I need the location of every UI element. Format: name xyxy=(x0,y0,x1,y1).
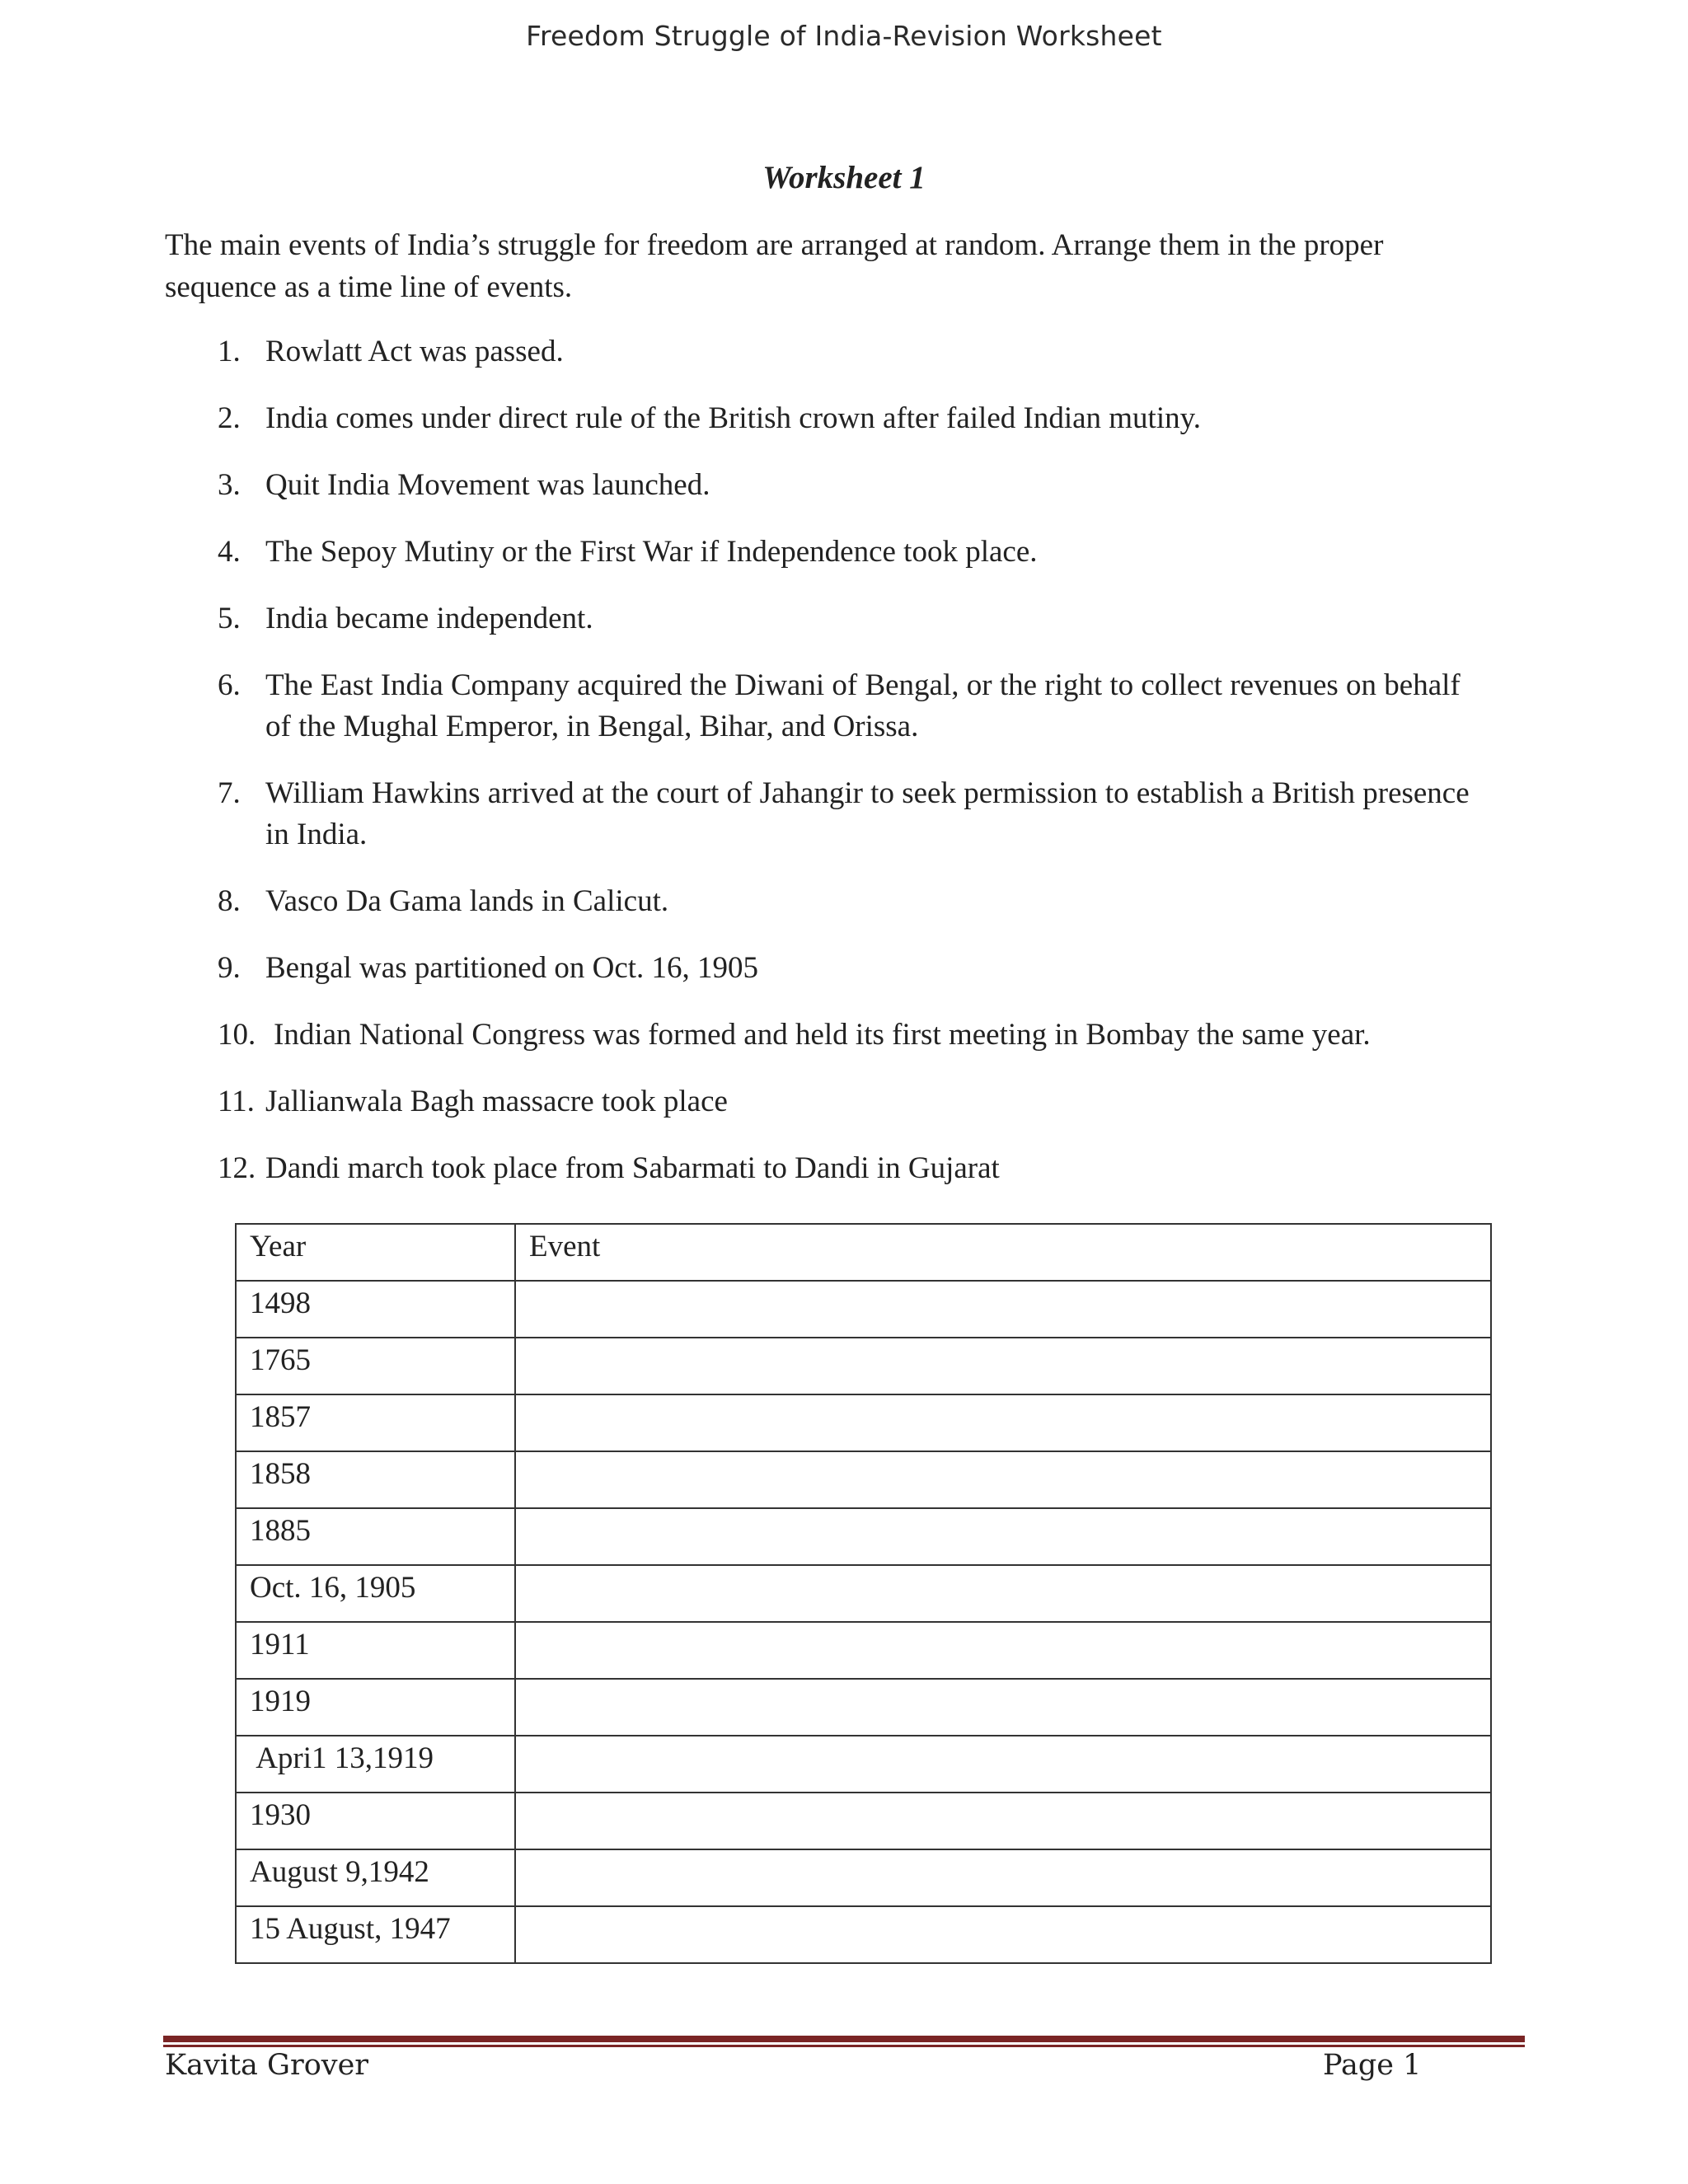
event-cell[interactable] xyxy=(515,1451,1491,1508)
list-item xyxy=(218,665,1470,748)
timeline-table xyxy=(235,1223,1492,1964)
list-item xyxy=(218,398,1470,439)
year-cell: August 9,1942 xyxy=(236,1849,515,1906)
year-cell: 1911 xyxy=(236,1622,515,1679)
list-item-number: 3. xyxy=(218,468,241,502)
page-header: Freedom Struggle of India-Revision Worksheet xyxy=(526,20,1162,52)
event-cell[interactable] xyxy=(515,1565,1491,1622)
list-item-number: 8. xyxy=(218,884,241,918)
list-item xyxy=(218,773,1470,855)
list-item xyxy=(218,465,1470,506)
list-item-text: William Hawkins arrived at the court of Jahangir to seek permission to establish a British presence in India. xyxy=(265,776,1470,851)
events-list xyxy=(218,331,1470,1215)
year-cell: 1857 xyxy=(236,1394,515,1451)
list-item-number: 7. xyxy=(218,776,241,810)
event-cell[interactable] xyxy=(515,1849,1491,1906)
footer-divider-thin xyxy=(163,2045,1525,2047)
table-row xyxy=(236,1849,1491,1906)
list-item-number: 1. xyxy=(218,335,241,368)
list-item-number: 11. xyxy=(218,1085,255,1118)
worksheet-title: Worksheet 1 xyxy=(762,160,926,195)
event-cell[interactable] xyxy=(515,1281,1491,1338)
list-item-text: The Sepoy Mutiny or the First War if Independence took place. xyxy=(265,535,1038,569)
list-item-number: 2. xyxy=(218,401,241,435)
list-item xyxy=(218,532,1470,573)
event-cell[interactable] xyxy=(515,1508,1491,1565)
list-item-number: 5. xyxy=(218,602,241,635)
event-cell[interactable] xyxy=(515,1394,1491,1451)
list-item-text: Bengal was partitioned on Oct. 16, 1905 xyxy=(265,951,759,985)
table-row xyxy=(236,1281,1491,1338)
list-item-text: Vasco Da Gama lands in Calicut. xyxy=(265,884,669,918)
list-item-number: 9. xyxy=(218,951,241,985)
table-row xyxy=(236,1906,1491,1963)
list-item-text: Jallianwala Bagh massacre took place xyxy=(265,1085,728,1118)
table-row xyxy=(236,1394,1491,1451)
table-header-row xyxy=(236,1224,1491,1281)
year-cell: 15 August, 1947 xyxy=(236,1906,515,1963)
list-item xyxy=(218,1148,1470,1189)
table-row xyxy=(236,1451,1491,1508)
event-cell[interactable] xyxy=(515,1793,1491,1849)
table-row xyxy=(236,1622,1491,1679)
list-item-text: The East India Company acquired the Diwani of Bengal, or the right to collect revenues on behalf of the Mughal Emperor, in Bengal, Bihar, and Orissa. xyxy=(265,668,1461,743)
year-cell: 1885 xyxy=(236,1508,515,1565)
list-item xyxy=(218,331,1470,373)
footer-page-number: Page 1 xyxy=(1323,2049,1422,2082)
table-row xyxy=(236,1338,1491,1394)
event-cell[interactable] xyxy=(515,1338,1491,1394)
list-item-text: India comes under direct rule of the British crown after failed Indian mutiny. xyxy=(265,401,1201,435)
year-cell: 1765 xyxy=(236,1338,515,1394)
list-item-number: 4. xyxy=(218,535,241,569)
column-header-event: Event xyxy=(515,1224,1491,1281)
event-cell[interactable] xyxy=(515,1906,1491,1963)
list-item-number: 6. xyxy=(218,668,241,702)
list-item-number: 12. xyxy=(218,1151,256,1185)
year-cell: 1930 xyxy=(236,1793,515,1849)
column-header-year: Year xyxy=(236,1224,515,1281)
footer-divider xyxy=(163,2036,1525,2042)
table-row xyxy=(236,1736,1491,1793)
list-item-number: 10. xyxy=(218,1018,256,1052)
list-item xyxy=(218,1081,1470,1122)
event-cell[interactable] xyxy=(515,1736,1491,1793)
list-item xyxy=(218,598,1470,640)
year-cell: Apri1 13,1919 xyxy=(236,1736,515,1793)
table-row xyxy=(236,1793,1491,1849)
list-item-text: Rowlatt Act was passed. xyxy=(265,335,564,368)
year-cell: Oct. 16, 1905 xyxy=(236,1565,515,1622)
table-row xyxy=(236,1565,1491,1622)
list-item-text: Indian National Congress was formed and held its first meeting in Bombay the same year. xyxy=(274,1018,1371,1052)
table-row xyxy=(236,1679,1491,1736)
table-row xyxy=(236,1508,1491,1565)
list-item xyxy=(218,948,1470,989)
list-item xyxy=(218,1015,1470,1056)
list-item-text: India became independent. xyxy=(265,602,593,635)
year-cell: 1919 xyxy=(236,1679,515,1736)
list-item-text: Dandi march took place from Sabarmati to Dandi in Gujarat xyxy=(265,1151,1000,1185)
instructions-text: The main events of India’s struggle for freedom are arranged at random. Arrange them in the proper sequence as a time line of events. xyxy=(165,228,1384,304)
footer-author: Kavita Grover xyxy=(165,2049,369,2082)
year-cell: 1498 xyxy=(236,1281,515,1338)
event-cell[interactable] xyxy=(515,1622,1491,1679)
year-cell: 1858 xyxy=(236,1451,515,1508)
list-item-text: Quit India Movement was launched. xyxy=(265,468,710,502)
list-item xyxy=(218,881,1470,922)
event-cell[interactable] xyxy=(515,1679,1491,1736)
